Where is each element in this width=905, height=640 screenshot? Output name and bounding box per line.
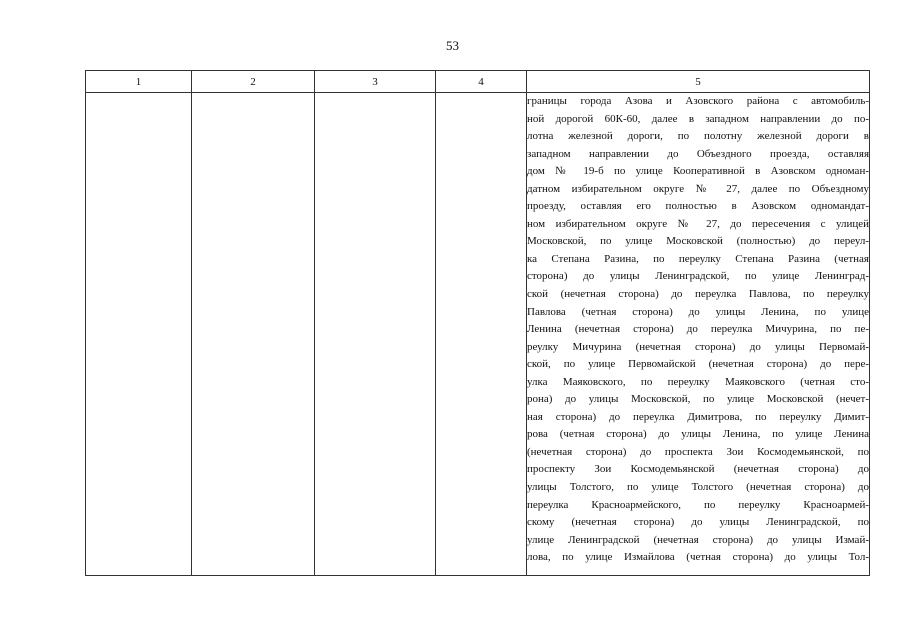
text-line: Московской, по улице Московской (полностью) до переул- <box>527 235 869 248</box>
text-line: переулка Красноармейского, по переулку Красноармей- <box>527 498 869 511</box>
column-header-4: 4 <box>436 71 527 93</box>
text-line: реулку Мичурина (нечетная сторона) до улицы Первомай- <box>527 340 869 353</box>
text-line: лотна железной дороги, по полотну железной дороги в <box>527 130 869 143</box>
text-line: лова, по улице Измайлова (четная сторона) до улицы Тол- <box>527 551 869 564</box>
table-header-row <box>86 71 870 93</box>
text-line: сторона) до улицы Ленинградской, по улице Ленинград- <box>527 270 869 283</box>
text-line: западном направлении до Объездного проезда, оставляя <box>527 147 869 160</box>
column-header-1: 1 <box>86 71 192 93</box>
table-row <box>86 93 870 576</box>
text-line: ской (нечетная сторона) до переулка Павлова, по переулку <box>527 288 869 301</box>
text-line: (нечетная сторона) до проспекта Зои Космодемьянской, по <box>527 445 869 458</box>
text-line: проезду, оставляя его полностью в Азовском одномандат- <box>527 200 869 213</box>
text-line: улка Маяковского, по переулку Маяковского (четная сто- <box>527 375 869 388</box>
text-line: ской, по улице Первомайской (нечетная сторона) до пере- <box>527 358 869 371</box>
text-line: ном избирательном округе № 27, до пересечения с улицей <box>527 217 869 230</box>
boundary-description-cell <box>527 93 870 576</box>
text-line: проспекту Зои Космодемьянской (нечетная сторона) до <box>527 463 869 476</box>
page-number: 53 <box>446 38 459 53</box>
text-line: ка Степана Разина, по переулку Степана Разина (четная <box>527 252 869 265</box>
text-line: рона) до улицы Московской, по улице Московской (нечет- <box>527 393 869 406</box>
text-line: ная сторона) до переулка Димитрова, по переулку Димит- <box>527 410 869 423</box>
column-header-2: 2 <box>192 71 315 93</box>
text-line: ной дорогой 60К-60, далее в западном направлении до по- <box>527 112 869 125</box>
text-line: скому (нечетная сторона) до улицы Ленинградской, по <box>527 516 869 529</box>
text-line: датном избирательном округе № 27, далее по Объездному <box>527 182 869 195</box>
table-cell-col-2 <box>192 93 315 576</box>
text-line: дом № 19-б по улице Кооперативной в Азовском одноман- <box>527 165 869 178</box>
text-line: улицы Толстого, по улице Толстого (нечетная сторона) до <box>527 481 869 494</box>
column-header-5: 5 <box>527 71 870 93</box>
table-cell-col-4 <box>436 93 527 576</box>
text-line: Павлова (четная сторона) до улицы Ленина, по улице <box>527 305 869 318</box>
text-line: рова (четная сторона) до улицы Ленина, по улице Ленина <box>527 428 869 441</box>
table-cell-col-3 <box>315 93 436 576</box>
column-header-3: 3 <box>315 71 436 93</box>
text-line: Ленина (нечетная сторона) до переулка Мичурина, по пе- <box>527 323 869 336</box>
text-line: улице Ленинградской (нечетная сторона) до улицы Измай- <box>527 533 869 546</box>
district-boundary-table <box>85 70 870 576</box>
text-line: границы города Азова и Азовского района с автомобиль- <box>527 95 869 107</box>
table-cell-col-1 <box>86 93 192 576</box>
